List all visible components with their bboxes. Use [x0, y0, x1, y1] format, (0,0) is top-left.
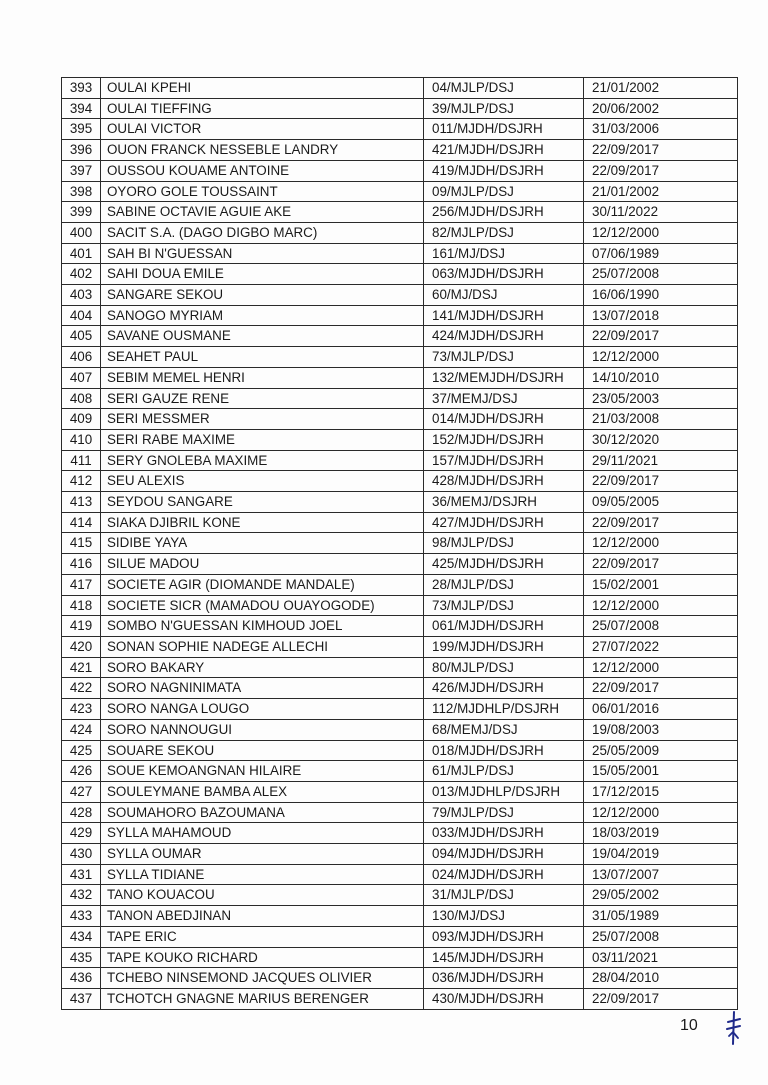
row-number-cell: 433: [62, 906, 101, 927]
table-row: [62, 844, 738, 865]
reference-cell: 430/MJDH/DSJRH: [424, 988, 584, 1009]
date-cell: 19/04/2019: [584, 844, 738, 865]
date-cell: 22/09/2017: [584, 140, 738, 161]
date-cell: 21/03/2008: [584, 409, 738, 430]
row-number-cell: 405: [62, 326, 101, 347]
name-cell: OULAI KPEHI: [101, 78, 424, 99]
handwritten-initial-mark: [724, 1010, 744, 1046]
name-cell: SYLLA MAHAMOUD: [101, 823, 424, 844]
reference-cell: 024/MJDH/DSJRH: [424, 864, 584, 885]
name-cell: TCHEBO NINSEMOND JACQUES OLIVIER: [101, 968, 424, 989]
reference-cell: 157/MJDH/DSJRH: [424, 450, 584, 471]
reference-cell: 018/MJDH/DSJRH: [424, 740, 584, 761]
date-cell: 30/11/2022: [584, 202, 738, 223]
registry-table: [61, 77, 738, 1010]
reference-cell: 426/MJDH/DSJRH: [424, 678, 584, 699]
row-number-cell: 423: [62, 699, 101, 720]
reference-cell: 033/MJDH/DSJRH: [424, 823, 584, 844]
name-cell: SORO BAKARY: [101, 657, 424, 678]
table-row: [62, 98, 738, 119]
name-cell: SERY GNOLEBA MAXIME: [101, 450, 424, 471]
table-row: [62, 968, 738, 989]
date-cell: 07/06/1989: [584, 243, 738, 264]
date-cell: 28/04/2010: [584, 968, 738, 989]
name-cell: SOUMAHORO BAZOUMANA: [101, 802, 424, 823]
table-row: [62, 699, 738, 720]
date-cell: 25/05/2009: [584, 740, 738, 761]
row-number-cell: 394: [62, 98, 101, 119]
reference-cell: 011/MJDH/DSJRH: [424, 119, 584, 140]
table-row: [62, 181, 738, 202]
name-cell: SERI GAUZE RENE: [101, 388, 424, 409]
row-number-cell: 402: [62, 264, 101, 285]
reference-cell: 130/MJ/DSJ: [424, 906, 584, 927]
table-row: [62, 885, 738, 906]
table-row: [62, 761, 738, 782]
row-number-cell: 425: [62, 740, 101, 761]
table-row: [62, 409, 738, 430]
reference-cell: 199/MJDH/DSJRH: [424, 636, 584, 657]
reference-cell: 73/MJLP/DSJ: [424, 347, 584, 368]
date-cell: 30/12/2020: [584, 429, 738, 450]
table-row: [62, 781, 738, 802]
name-cell: OUSSOU KOUAME ANTOINE: [101, 160, 424, 181]
table-row: [62, 823, 738, 844]
reference-cell: 419/MJDH/DSJRH: [424, 160, 584, 181]
name-cell: TANO KOUACOU: [101, 885, 424, 906]
row-number-cell: 398: [62, 181, 101, 202]
table-row: [62, 388, 738, 409]
date-cell: 25/07/2008: [584, 926, 738, 947]
name-cell: SOCIETE AGIR (DIOMANDE MANDALE): [101, 574, 424, 595]
table-row: [62, 243, 738, 264]
row-number-cell: 417: [62, 574, 101, 595]
reference-cell: 013/MJDHLP/DSJRH: [424, 781, 584, 802]
row-number-cell: 418: [62, 595, 101, 616]
table-row: [62, 264, 738, 285]
table-row: [62, 492, 738, 513]
date-cell: 21/01/2002: [584, 78, 738, 99]
reference-cell: 132/MEMJDH/DSJRH: [424, 367, 584, 388]
date-cell: 12/12/2000: [584, 222, 738, 243]
reference-cell: 061/MJDH/DSJRH: [424, 616, 584, 637]
name-cell: SIDIBE YAYA: [101, 533, 424, 554]
date-cell: 22/09/2017: [584, 326, 738, 347]
reference-cell: 98/MJLP/DSJ: [424, 533, 584, 554]
name-cell: SORO NANNOUGUI: [101, 719, 424, 740]
table-row: [62, 740, 738, 761]
row-number-cell: 411: [62, 450, 101, 471]
table-row: [62, 347, 738, 368]
date-cell: 09/05/2005: [584, 492, 738, 513]
table-row: [62, 802, 738, 823]
date-cell: 22/09/2017: [584, 554, 738, 575]
table-row: [62, 140, 738, 161]
table-row: [62, 636, 738, 657]
row-number-cell: 431: [62, 864, 101, 885]
row-number-cell: 427: [62, 781, 101, 802]
name-cell: SEAHET PAUL: [101, 347, 424, 368]
reference-cell: 68/MEMJ/DSJ: [424, 719, 584, 740]
date-cell: 12/12/2000: [584, 657, 738, 678]
table-row: [62, 864, 738, 885]
reference-cell: 014/MJDH/DSJRH: [424, 409, 584, 430]
name-cell: SYLLA TIDIANE: [101, 864, 424, 885]
date-cell: 22/09/2017: [584, 678, 738, 699]
reference-cell: 141/MJDH/DSJRH: [424, 305, 584, 326]
name-cell: SERI RABE MAXIME: [101, 429, 424, 450]
reference-cell: 82/MJLP/DSJ: [424, 222, 584, 243]
date-cell: 31/05/1989: [584, 906, 738, 927]
reference-cell: 152/MJDH/DSJRH: [424, 429, 584, 450]
row-number-cell: 412: [62, 471, 101, 492]
name-cell: OULAI TIEFFING: [101, 98, 424, 119]
date-cell: 12/12/2000: [584, 802, 738, 823]
name-cell: SORO NAGNINIMATA: [101, 678, 424, 699]
table-row: [62, 429, 738, 450]
row-number-cell: 429: [62, 823, 101, 844]
name-cell: OUON FRANCK NESSEBLE LANDRY: [101, 140, 424, 161]
date-cell: 21/01/2002: [584, 181, 738, 202]
row-number-cell: 421: [62, 657, 101, 678]
table-row: [62, 657, 738, 678]
table-row: [62, 305, 738, 326]
reference-cell: 31/MJLP/DSJ: [424, 885, 584, 906]
name-cell: TAPE KOUKO RICHARD: [101, 947, 424, 968]
row-number-cell: 435: [62, 947, 101, 968]
row-number-cell: 401: [62, 243, 101, 264]
date-cell: 19/08/2003: [584, 719, 738, 740]
table-row: [62, 678, 738, 699]
row-number-cell: 395: [62, 119, 101, 140]
row-number-cell: 403: [62, 285, 101, 306]
name-cell: SACIT S.A. (DAGO DIGBO MARC): [101, 222, 424, 243]
date-cell: 12/12/2000: [584, 533, 738, 554]
row-number-cell: 414: [62, 512, 101, 533]
row-number-cell: 397: [62, 160, 101, 181]
reference-cell: 256/MJDH/DSJRH: [424, 202, 584, 223]
row-number-cell: 393: [62, 78, 101, 99]
date-cell: 22/09/2017: [584, 160, 738, 181]
table-row: [62, 616, 738, 637]
name-cell: SOULEYMANE BAMBA ALEX: [101, 781, 424, 802]
name-cell: SABINE OCTAVIE AGUIE AKE: [101, 202, 424, 223]
date-cell: 06/01/2016: [584, 699, 738, 720]
table-row: [62, 595, 738, 616]
name-cell: SERI MESSMER: [101, 409, 424, 430]
row-number-cell: 400: [62, 222, 101, 243]
reference-cell: 063/MJDH/DSJRH: [424, 264, 584, 285]
date-cell: 14/10/2010: [584, 367, 738, 388]
name-cell: TCHOTCH GNAGNE MARIUS BERENGER: [101, 988, 424, 1009]
row-number-cell: 420: [62, 636, 101, 657]
reference-cell: 424/MJDH/DSJRH: [424, 326, 584, 347]
table-row: [62, 450, 738, 471]
name-cell: SEU ALEXIS: [101, 471, 424, 492]
table-row: [62, 367, 738, 388]
name-cell: SONAN SOPHIE NADEGE ALLECHI: [101, 636, 424, 657]
name-cell: OULAI VICTOR: [101, 119, 424, 140]
name-cell: SAHI DOUA EMILE: [101, 264, 424, 285]
page-number: 10: [680, 1017, 698, 1034]
table-row: [62, 119, 738, 140]
table-row: [62, 222, 738, 243]
date-cell: 31/03/2006: [584, 119, 738, 140]
row-number-cell: 410: [62, 429, 101, 450]
row-number-cell: 432: [62, 885, 101, 906]
row-number-cell: 407: [62, 367, 101, 388]
reference-cell: 80/MJLP/DSJ: [424, 657, 584, 678]
name-cell: SOCIETE SICR (MAMADOU OUAYOGODE): [101, 595, 424, 616]
date-cell: 20/06/2002: [584, 98, 738, 119]
date-cell: 22/09/2017: [584, 512, 738, 533]
row-number-cell: 406: [62, 347, 101, 368]
reference-cell: 428/MJDH/DSJRH: [424, 471, 584, 492]
name-cell: SIAKA DJIBRIL KONE: [101, 512, 424, 533]
date-cell: 25/07/2008: [584, 616, 738, 637]
reference-cell: 09/MJLP/DSJ: [424, 181, 584, 202]
date-cell: 12/12/2000: [584, 595, 738, 616]
name-cell: SAH BI N'GUESSAN: [101, 243, 424, 264]
row-number-cell: 419: [62, 616, 101, 637]
row-number-cell: 396: [62, 140, 101, 161]
row-number-cell: 434: [62, 926, 101, 947]
reference-cell: 37/MEMJ/DSJ: [424, 388, 584, 409]
reference-cell: 04/MJLP/DSJ: [424, 78, 584, 99]
reference-cell: 093/MJDH/DSJRH: [424, 926, 584, 947]
table-row: [62, 554, 738, 575]
table-row: [62, 285, 738, 306]
reference-cell: 145/MJDH/DSJRH: [424, 947, 584, 968]
reference-cell: 60/MJ/DSJ: [424, 285, 584, 306]
date-cell: 15/05/2001: [584, 761, 738, 782]
table-row: [62, 947, 738, 968]
date-cell: 12/12/2000: [584, 347, 738, 368]
table-row: [62, 906, 738, 927]
reference-cell: 73/MJLP/DSJ: [424, 595, 584, 616]
reference-cell: 28/MJLP/DSJ: [424, 574, 584, 595]
row-number-cell: 430: [62, 844, 101, 865]
reference-cell: 427/MJDH/DSJRH: [424, 512, 584, 533]
table-row: [62, 512, 738, 533]
name-cell: SYLLA OUMAR: [101, 844, 424, 865]
name-cell: SORO NANGA LOUGO: [101, 699, 424, 720]
name-cell: SANOGO MYRIAM: [101, 305, 424, 326]
date-cell: 18/03/2019: [584, 823, 738, 844]
table-row: [62, 926, 738, 947]
reference-cell: 112/MJDHLP/DSJRH: [424, 699, 584, 720]
name-cell: SILUE MADOU: [101, 554, 424, 575]
table-row: [62, 202, 738, 223]
name-cell: SOUE KEMOANGNAN HILAIRE: [101, 761, 424, 782]
row-number-cell: 422: [62, 678, 101, 699]
date-cell: 13/07/2018: [584, 305, 738, 326]
date-cell: 13/07/2007: [584, 864, 738, 885]
date-cell: 29/11/2021: [584, 450, 738, 471]
row-number-cell: 428: [62, 802, 101, 823]
date-cell: 23/05/2003: [584, 388, 738, 409]
date-cell: 17/12/2015: [584, 781, 738, 802]
row-number-cell: 408: [62, 388, 101, 409]
reference-cell: 036/MJDH/DSJRH: [424, 968, 584, 989]
table-row: [62, 719, 738, 740]
row-number-cell: 399: [62, 202, 101, 223]
row-number-cell: 404: [62, 305, 101, 326]
name-cell: OYORO GOLE TOUSSAINT: [101, 181, 424, 202]
date-cell: 03/11/2021: [584, 947, 738, 968]
table-row: [62, 533, 738, 554]
date-cell: 16/06/1990: [584, 285, 738, 306]
table-row: [62, 78, 738, 99]
table-row: [62, 160, 738, 181]
reference-cell: 36/MEMJ/DSJRH: [424, 492, 584, 513]
name-cell: SOMBO N'GUESSAN KIMHOUD JOEL: [101, 616, 424, 637]
row-number-cell: 409: [62, 409, 101, 430]
date-cell: 15/02/2001: [584, 574, 738, 595]
date-cell: 27/07/2022: [584, 636, 738, 657]
row-number-cell: 437: [62, 988, 101, 1009]
reference-cell: 421/MJDH/DSJRH: [424, 140, 584, 161]
table-row: [62, 574, 738, 595]
reference-cell: 61/MJLP/DSJ: [424, 761, 584, 782]
registry-table-body: [62, 78, 738, 1010]
date-cell: 22/09/2017: [584, 988, 738, 1009]
row-number-cell: 424: [62, 719, 101, 740]
table-row: [62, 988, 738, 1009]
row-number-cell: 436: [62, 968, 101, 989]
name-cell: SEBIM MEMEL HENRI: [101, 367, 424, 388]
reference-cell: 161/MJ/DSJ: [424, 243, 584, 264]
name-cell: TANON ABEDJINAN: [101, 906, 424, 927]
reference-cell: 094/MJDH/DSJRH: [424, 844, 584, 865]
date-cell: 22/09/2017: [584, 471, 738, 492]
name-cell: SANGARE SEKOU: [101, 285, 424, 306]
date-cell: 25/07/2008: [584, 264, 738, 285]
reference-cell: 39/MJLP/DSJ: [424, 98, 584, 119]
table-row: [62, 471, 738, 492]
row-number-cell: 413: [62, 492, 101, 513]
row-number-cell: 415: [62, 533, 101, 554]
name-cell: TAPE ERIC: [101, 926, 424, 947]
name-cell: SAVANE OUSMANE: [101, 326, 424, 347]
row-number-cell: 426: [62, 761, 101, 782]
name-cell: SEYDOU SANGARE: [101, 492, 424, 513]
table-row: [62, 326, 738, 347]
reference-cell: 425/MJDH/DSJRH: [424, 554, 584, 575]
name-cell: SOUARE SEKOU: [101, 740, 424, 761]
row-number-cell: 416: [62, 554, 101, 575]
date-cell: 29/05/2002: [584, 885, 738, 906]
reference-cell: 79/MJLP/DSJ: [424, 802, 584, 823]
